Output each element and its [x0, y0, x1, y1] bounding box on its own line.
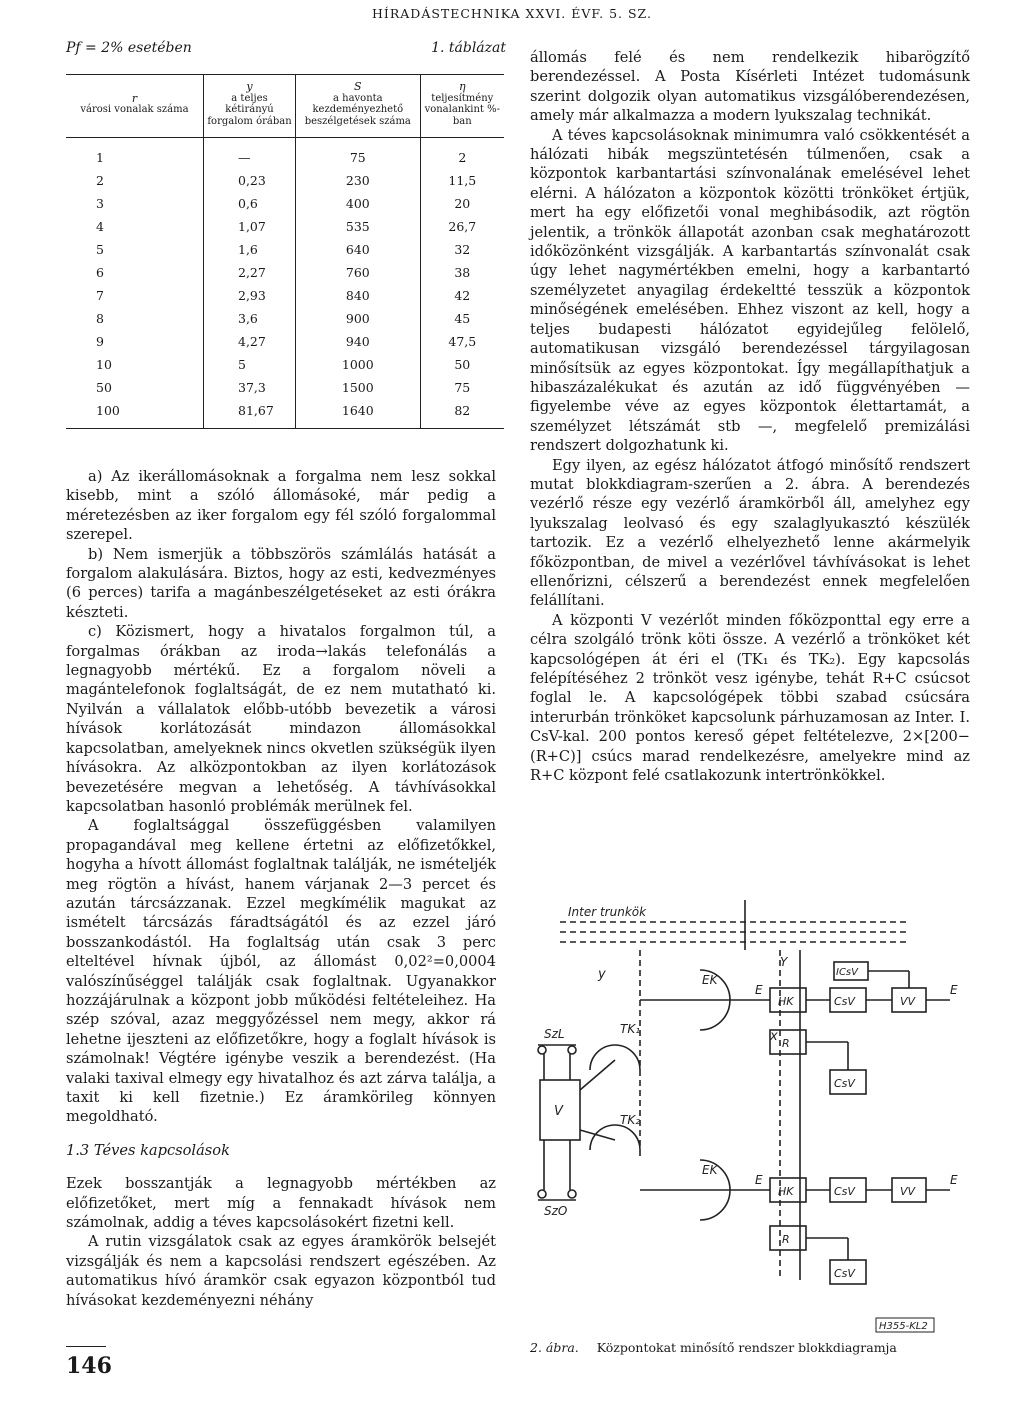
label-v: V — [554, 1104, 563, 1119]
table-cell: 47,5 — [420, 330, 504, 353]
svg-text:CsV: CsV — [834, 1185, 855, 1198]
table-cell: 3 — [96, 196, 104, 211]
figure-caption — [530, 1340, 970, 1355]
table-cell: 400 — [296, 192, 421, 215]
svg-text:CsV: CsV — [834, 995, 855, 1008]
paragraph-a: a) Az ikerállomásoknak a forgalma nem lesz sokkal kisebb, mint a szóló állomásoké, már pedig a méretezésben az iker forgalom egy fél szóló forgalommal szerepel. — [66, 468, 496, 544]
table-cell: 82 — [420, 399, 504, 429]
table-cell: 4 — [96, 219, 104, 234]
right-column — [530, 48, 970, 785]
svg-text:R: R — [782, 1037, 790, 1050]
table-cell: 640 — [296, 238, 421, 261]
table-row — [66, 169, 504, 192]
table-cell: 50 — [420, 353, 504, 376]
label-ek-lower: EK — [702, 1163, 718, 1177]
label-y: y — [598, 967, 606, 982]
col-header-y: y a teljes kétirányú forgalom órában — [204, 75, 296, 138]
table-cell: 760 — [296, 261, 421, 284]
table-cell: 9 — [96, 334, 104, 349]
table-cell: 2 — [420, 138, 504, 170]
table-cell: — — [204, 138, 296, 170]
table-body — [66, 138, 504, 429]
table-cell: 45 — [420, 307, 504, 330]
table-cell: 1,07 — [204, 215, 296, 238]
figure-caption-text: Központokat minősítő rendszer blokkdiagramja — [596, 1340, 897, 1355]
table-cell: 81,67 — [204, 399, 296, 429]
table-cell: 50 — [96, 380, 112, 395]
table-cell: 840 — [296, 284, 421, 307]
table-cell: 32 — [420, 238, 504, 261]
col-header-r: r városi vonalak száma — [80, 91, 189, 115]
block-diagram — [530, 890, 970, 1340]
table-cell: 0,23 — [204, 169, 296, 192]
left-column — [66, 40, 506, 1310]
table-cell: 20 — [420, 192, 504, 215]
table-row — [66, 192, 504, 215]
left-body-text — [66, 467, 496, 1310]
table-cell: 8 — [96, 311, 104, 326]
paragraph-r2: A téves kapcsolásoknak minimumra való csökkentését a hálózati hibák megszüntetésén túlmenően, csak a központok karbantartási színvonalának emelésével lehet elérni. A hálózaton a központok közötti trönköket értjük, mert ha egy előfizetői vonal meghibásodik, azt rögtön jelentik, a trönkök állapotát azonban csak meghatározott időközönként vizsgálják. A karbantartás színvonalát csak úgy lehet nagymértékben emelni, hogy a karbantartó személyzetet anyagilag érdekeltté tesszük a központok minőségének emelésében. Ehhez viszont az kell, hogy a teljes budapesti hálózatot egyidejűleg felölelő, automatikusan vizsgáló berendezéssel tárgyilagosan minősítsük az egyes központokat. Így megállapíthatjuk a hibaszázalékukat és azután az idő függvényében — figyelembe véve az egyes központok élettartamát, a személyzet létszámát stb —, megfelelő premizálási rendszert dolgozhatunk ki. — [530, 126, 970, 455]
table-row — [66, 330, 504, 353]
table-cell: 4,27 — [204, 330, 296, 353]
table-cell: 75 — [420, 376, 504, 399]
paragraph-r3: Egy ilyen, az egész hálózatot átfogó minősítő rendszert mutat blokkdiagram-szerűen a 2. ábra. A berendezés vezérlő része egy vezérlő áramkörből áll, amelyhez egy lyukszalag leolvasó és egy szalaglyukasztó készülék tartozik. Ez a vezérlő elhelyezhető lenne akármelyik főközpontban, de mivel a vezérlővel távhívásokat is lehet ellenőrizni, célszerű a berendezést ennek megfelelően felállítani. — [530, 456, 970, 610]
table-cell: 1 — [96, 150, 104, 165]
paragraph-d: A foglaltsággal összefüggésben valamilyen propagandával meg kellene értetni az előfizetőkkel, hogyha a hívott állomást foglaltnak találják, ne ismételjék meg rögtön a hívást, hanem várjanak 2—3 percet és azután tárcsázzanak. Ezzel megkímélik magukat az ismételt tárcsázás fáradtságától és az ezzel járó bosszankodástól. Ha foglaltság után csak 3 perc elteltével hívnak újból, az állomást 0,02²=0,0004 valószínűséggel találják csak foglaltnak. Ugyanakkor hozzájárulnak a központ jobb működési feltételeihez. Ha szép szóval, azaz meggyőzéssel nem megy, akkor rá lehetne ijeszteni az előfizetőkre, hogy a foglalt hívások is számolnak! Végtére igénybe veszik a berendezést. (Ha valaki taxival elmegy egy hivatalhoz és azt zárva találja, a taxit ki kell fizetnie.) Ez áramkörileg könnyen megoldható. — [66, 817, 496, 1126]
table-cell: 7 — [96, 288, 104, 303]
label-e-upper: E — [755, 983, 763, 997]
table-row — [66, 284, 504, 307]
svg-text:R: R — [782, 1233, 790, 1246]
table-header-line — [66, 40, 506, 62]
page-number-rule — [66, 1346, 106, 1347]
table-cell: 6 — [96, 265, 104, 280]
table-cell: 38 — [420, 261, 504, 284]
col-header-s: S a havonta kezdeményezhető beszélgetések száma — [296, 75, 421, 138]
table-row — [66, 261, 504, 284]
table-cell: 42 — [420, 284, 504, 307]
svg-text:HK: HK — [778, 995, 794, 1008]
table-cell: 1500 — [296, 376, 421, 399]
svg-text:VV: VV — [900, 1185, 916, 1198]
table-row — [66, 399, 504, 429]
col-header-eta: η teljesítmény vonalankint %-ban — [420, 75, 504, 138]
table-row — [66, 376, 504, 399]
paragraph-e: Ezek bosszantják a legnagyobb mértékben az előfizetőket, mert míg a fennakadt hívások nem számolnak, addig a téves kapcsolásokért fizetni kell. — [66, 1175, 496, 1232]
table-cell: 11,5 — [420, 169, 504, 192]
label-inter-trunk: Inter trunkök — [568, 905, 647, 919]
label-x: x — [770, 1029, 778, 1044]
table-row — [66, 307, 504, 330]
running-header: HÍRADÁSTECHNIKA XXVI. ÉVF. 5. SZ. — [372, 6, 652, 21]
paragraph-r1: állomás felé és nem rendelkezik hibarögzítő berendezéssel. A Posta Kísérleti Intézet tudomásunk szerint dolgozik olyan automatikus vizsgálóberendezésen, amely már alkalmazza a modern lyukszalag technikát. — [530, 49, 970, 125]
paragraph-f: A rutin vizsgálatok csak az egyes áramkörök belsejét vizsgálják és nem a kapcsolási rendszert egészében. Az automatikus hívó áramkör csak egyazon központból tud hívásokat kezdeményezni néhány — [66, 1233, 496, 1309]
svg-text:CsV: CsV — [834, 1077, 855, 1090]
paragraph-r4: A központi V vezérlőt minden főközponttal egy erre a célra szolgáló trönk köti össze. A vezérlő a trönköket két kapcsológépen át éri el (TK₁ és TK₂). Egy kapcsolás felépítéséhez 2 trönköt vesz igénybe, tehát R+C csúcsot foglal le. A kapcsológépek többi szabad csúcsára interurbán trönköket kapcsolunk párhuzamosan az Inter. I. CsV-kal. 200 pontos kereső gépet feltételezve, 2×[200−(R+C)] csúcs marad rendelkezésre, amelyekre mind az R+C központ felé csatlakozunk intertrönkökkel. — [530, 611, 970, 785]
paragraph-c: c) Közismert, hogy a hivatalos forgalmon túl, a forgalmas órákban az iroda→lakás telefonálás a legnagyobb mértékű. Ez a forgalom növeli a magántelefonok foglaltságát, de ez nem mutatható ki. Nyilván a vállalatok előbb-utóbb bevezetik a városi hívások korlátozását mindazon állomásokkal kapcsolatban, amelyeknek nincs okvetlen szükségük ilyen hívásokra. Az alközpontokban az ilyen korlátozások bevezetésére megvan a lehetőség. A távhívásokkal kapcsolatban hasonló problémák merülnek fel. — [66, 623, 496, 815]
label-szo: SzO — [544, 1204, 568, 1218]
svg-text:E: E — [950, 1173, 958, 1187]
table-cell: 0,6 — [204, 192, 296, 215]
label-ek-upper: EK — [702, 973, 718, 987]
table-row — [66, 353, 504, 376]
table-cell: 2,27 — [204, 261, 296, 284]
paragraph-b: b) Nem ismerjük a többszörös számlálás hatását a forgalom alakulására. Biztos, hogy az esti, kedvezményes (6 perces) tarifa a magánbeszélgetéseket az esti órákra készteti. — [66, 545, 496, 621]
table-cell: 26,7 — [420, 215, 504, 238]
table-cell: 1,6 — [204, 238, 296, 261]
svg-text:VV: VV — [900, 995, 916, 1008]
svg-text:H355-KL2: H355-KL2 — [879, 1321, 928, 1332]
label-y2: Y — [780, 955, 788, 969]
figure-number: 2. ábra. — [530, 1340, 579, 1355]
svg-text:ICsV: ICsV — [836, 967, 858, 978]
table-cell: 3,6 — [204, 307, 296, 330]
table-cell: 900 — [296, 307, 421, 330]
table-cell: 10 — [96, 357, 112, 372]
label-tk1: TK₁ — [620, 1022, 641, 1036]
table-row — [66, 215, 504, 238]
page-number: 146 — [66, 1353, 112, 1379]
label-e-lower: E — [755, 1173, 763, 1187]
table-cell: 535 — [296, 215, 421, 238]
section-heading: 1.3 Téves kapcsolások — [66, 1141, 230, 1159]
label-tk2: TK₂ — [620, 1113, 641, 1127]
label-szl: SzL — [544, 1027, 565, 1041]
table-cell: 37,3 — [204, 376, 296, 399]
table-condition: Pf = 2% esetében — [66, 40, 192, 56]
table-cell: 1640 — [296, 399, 421, 429]
table-cell: 1000 — [296, 353, 421, 376]
svg-text:CsV: CsV — [834, 1267, 855, 1280]
svg-text:HK: HK — [778, 1185, 794, 1198]
table-row — [66, 138, 504, 170]
data-table — [66, 74, 504, 429]
table-cell: 100 — [66, 399, 204, 429]
table-caption: 1. táblázat — [431, 40, 506, 56]
table-cell: 230 — [296, 169, 421, 192]
table-cell: 940 — [296, 330, 421, 353]
table-cell: 5 — [96, 242, 104, 257]
table-row — [66, 238, 504, 261]
table-cell: 2,93 — [204, 284, 296, 307]
table-cell: 75 — [296, 138, 421, 170]
table-cell: 2 — [96, 173, 104, 188]
table-cell: 5 — [204, 353, 296, 376]
svg-text:E: E — [950, 983, 958, 997]
